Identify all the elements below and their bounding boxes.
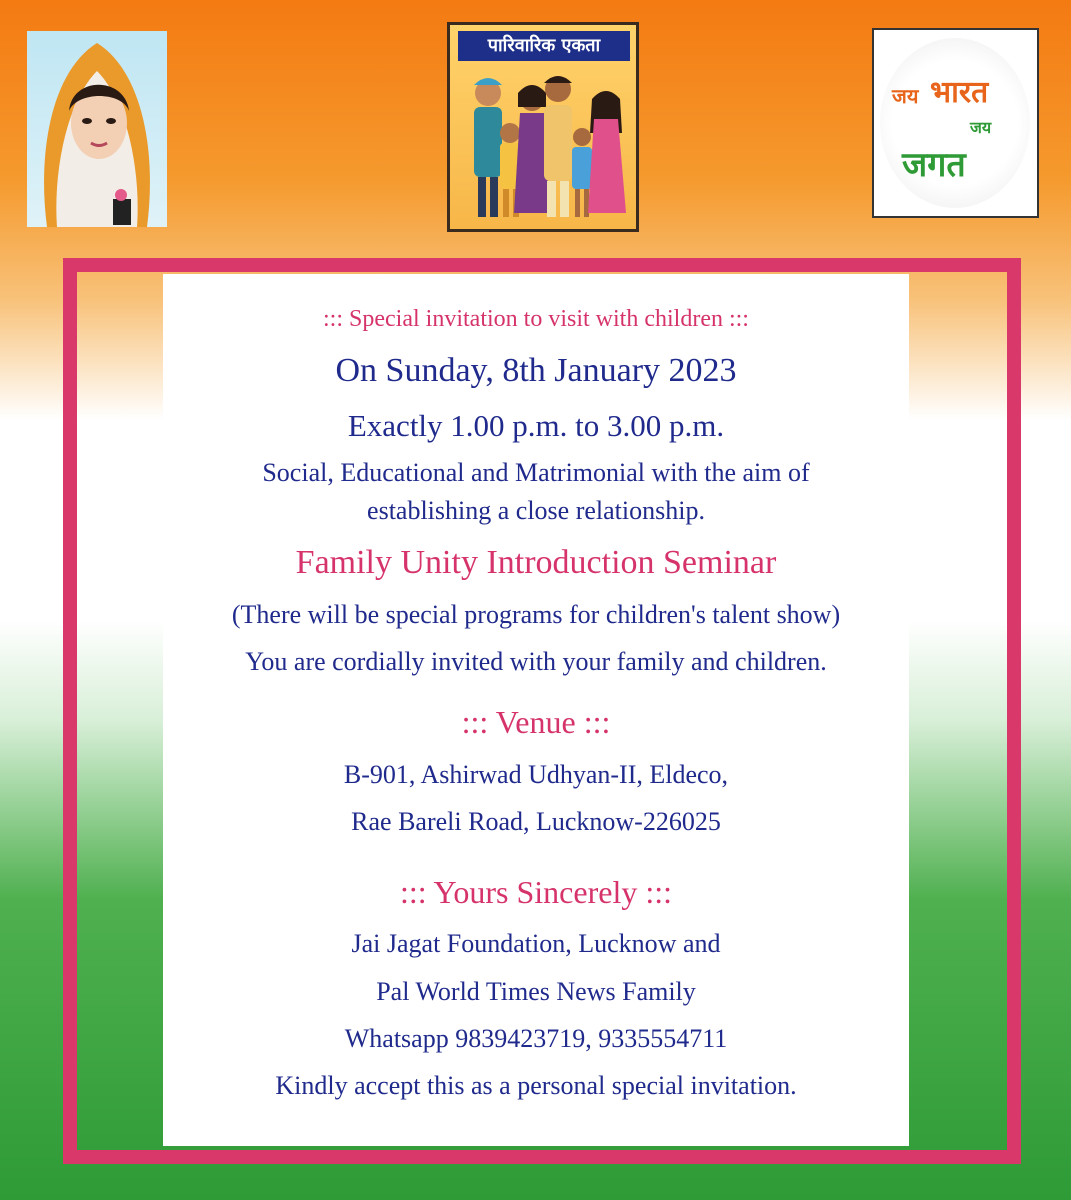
cordial-invite-line: You are cordially invited with your family and children. xyxy=(245,647,827,676)
family-unity-logo xyxy=(447,22,639,232)
event-date: On Sunday, 8th January 2023 xyxy=(335,352,737,389)
closing-line: Kindly accept this as a personal special invitation. xyxy=(275,1071,797,1100)
family-banner-title: पारिवारिक एकता xyxy=(458,31,630,61)
woman-portrait-illustration xyxy=(27,31,167,227)
venue-address-line-2: Rae Bareli Road, Lucknow-226025 xyxy=(351,807,721,836)
family-group-illustration xyxy=(450,63,636,231)
whatsapp-contact: Whatsapp 9839423719, 9335554711 xyxy=(344,1024,728,1053)
invitation-card xyxy=(163,274,909,1146)
event-title: Family Unity Introduction Seminar xyxy=(295,544,777,581)
logo-text-jai-2: जय xyxy=(970,118,992,137)
aim-line-1: Social, Educational and Matrimonial with the aim of xyxy=(262,458,810,487)
event-time: Exactly 1.00 p.m. to 3.00 p.m. xyxy=(347,408,725,443)
jai-bharat-jai-jagat-logo xyxy=(872,28,1039,218)
logo-text-jai-1: जय xyxy=(892,84,919,108)
sincerely-heading: ::: Yours Sincerely ::: xyxy=(399,874,672,910)
organizer-line-2: Pal World Times News Family xyxy=(376,977,696,1006)
aim-line-2: establishing a close relationship. xyxy=(367,496,705,525)
logo-text-bharat: भारत xyxy=(930,75,989,110)
logo-text-jagat: जगत xyxy=(902,145,966,185)
venue-heading: ::: Venue ::: xyxy=(461,704,611,740)
venue-address-line-1: B-901, Ashirwad Udhyan-II, Eldeco, xyxy=(343,760,729,789)
portrait-image xyxy=(27,31,167,227)
organizer-line-1: Jai Jagat Foundation, Lucknow and xyxy=(351,929,721,958)
special-programs-note: (There will be special programs for children's talent show) xyxy=(231,600,841,629)
special-invitation-line: ::: Special invitation to visit with children ::: xyxy=(323,306,749,332)
